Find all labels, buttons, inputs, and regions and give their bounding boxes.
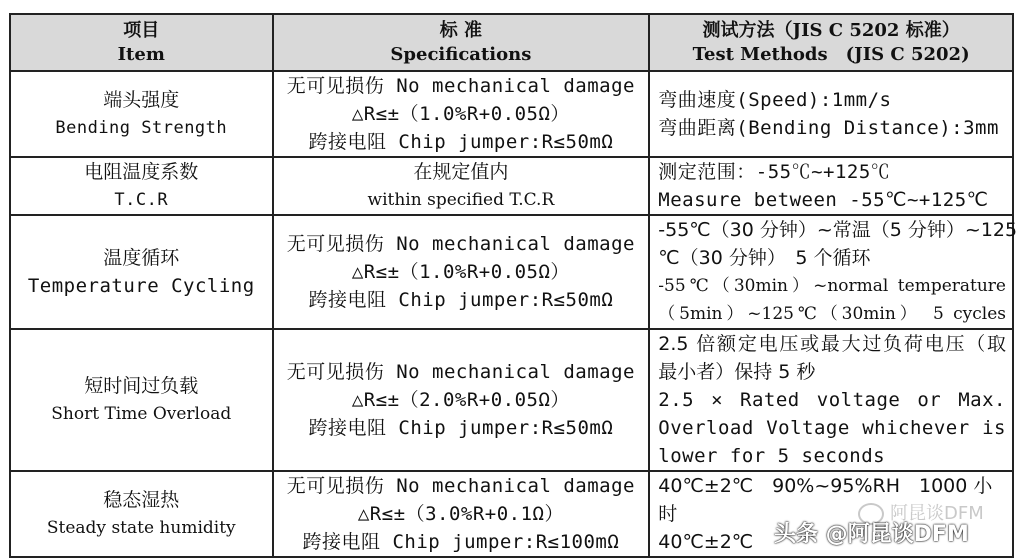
- test-cell: [649, 71, 1013, 157]
- test-cell: [649, 329, 1013, 471]
- spec-line: 跨接电阻 Chip jumper:R≤50mΩ: [308, 131, 614, 153]
- item-cn: 温度循环: [103, 247, 180, 269]
- header-test: [649, 14, 1013, 71]
- item-cell: [10, 157, 273, 215]
- test-line: 时: [658, 503, 678, 525]
- spec-line: 无可见损伤 No mechanical damage: [286, 233, 635, 255]
- test-line: 2.5 倍额定电压或最大过负荷电压（取: [658, 333, 1006, 355]
- item-en: Steady state humidity: [46, 518, 236, 538]
- header-spec: [273, 14, 650, 71]
- test-line: -55℃（30min）~normal temperature: [658, 276, 1006, 296]
- item-cell: [10, 329, 273, 471]
- item-cn: 稳态湿热: [103, 489, 180, 511]
- test-line: 2.5 × Rated voltage or Max.: [658, 389, 1006, 411]
- spec-line: 跨接电阻 Chip jumper:R≤50mΩ: [308, 289, 614, 311]
- test-line: Overload Voltage whichever is: [658, 417, 1006, 439]
- table-row: [10, 157, 1013, 215]
- item-cell: [10, 71, 273, 157]
- spec-cell: [273, 157, 650, 215]
- spec-table: [9, 13, 1018, 558]
- spec-line: △R≤±（3.0%R+0.1Ω）: [357, 503, 564, 525]
- item-cell: [10, 471, 273, 557]
- test-line: 40℃±2℃ 90%~95%RH 1000 小: [658, 475, 993, 497]
- table-row: [10, 215, 1013, 329]
- item-cn: 短时间过负载: [84, 375, 199, 397]
- test-cell: [649, 157, 1013, 215]
- header-spec-cn: 标 准: [439, 19, 483, 41]
- item-cell: [10, 215, 273, 329]
- spec-cell: [273, 471, 650, 557]
- test-line: 测定范围：-55℃~+125℃: [658, 161, 891, 183]
- item-en: Bending Strength: [55, 118, 228, 138]
- item-en: T.C.R: [114, 190, 169, 210]
- item-en: Short Time Overload: [51, 404, 232, 424]
- item-cn: 电阻温度系数: [84, 161, 199, 183]
- test-line: 40℃±2℃: [658, 531, 792, 553]
- spec-line: 无可见损伤 No mechanical damage: [286, 475, 635, 497]
- watermark-bottom: 头条 @阿昆谈DFM: [774, 522, 969, 547]
- item-cn: 端头强度: [103, 89, 180, 111]
- test-line: lower for 5 seconds: [658, 445, 886, 467]
- test-line: ℃（30 分钟） 5 个循环: [658, 247, 871, 269]
- header-item: [10, 14, 273, 71]
- test-cell: [649, 215, 1018, 329]
- test-line: 弯曲距离(Bending Distance):3mm: [658, 117, 999, 139]
- test-line: Measure between -55℃~+125℃: [658, 189, 989, 211]
- test-line: -55℃（30 分钟）~常温（5 分钟）~125: [658, 219, 1018, 241]
- spec-line: △R≤±（1.0%R+0.05Ω）: [351, 103, 570, 125]
- table-row: [10, 71, 1013, 157]
- item-en: Temperature Cycling: [27, 275, 255, 297]
- spec-cell: [273, 215, 650, 329]
- header-item-en: Item: [117, 43, 165, 65]
- spec-line: 无可见损伤 No mechanical damage: [286, 75, 635, 97]
- header-item-cn: 项目: [123, 19, 160, 41]
- spec-line: within specified T.C.R: [367, 190, 555, 210]
- watermark-top-text: 阿昆谈DFM: [890, 503, 984, 524]
- spec-line: 跨接电阻 Chip jumper:R≤100mΩ: [302, 531, 620, 553]
- header-spec-en: Specifications: [390, 43, 532, 65]
- spec-cell: [273, 329, 650, 471]
- test-line: 最小者）保持 5 秒: [658, 361, 816, 383]
- test-line: （5min）~125℃（30min） 5 cycles: [658, 304, 1006, 324]
- test-line: 弯曲速度(Speed):1mm/s: [658, 89, 892, 111]
- spec-line: 跨接电阻 Chip jumper:R≤50mΩ: [308, 417, 614, 439]
- spec-line: △R≤±（1.0%R+0.05Ω）: [351, 261, 570, 283]
- header-test-cn: 测试方法（JIS C 5202 标准）: [702, 19, 960, 41]
- spec-line: 无可见损伤 No mechanical damage: [286, 361, 635, 383]
- spec-cell: [273, 71, 650, 157]
- header-row: [10, 14, 1013, 71]
- spec-line: △R≤±（2.0%R+0.05Ω）: [351, 389, 570, 411]
- table-row: [10, 329, 1013, 471]
- header-test-en: Test Methods (JIS C 5202): [692, 43, 970, 65]
- spec-line: 在规定值内: [413, 161, 509, 183]
